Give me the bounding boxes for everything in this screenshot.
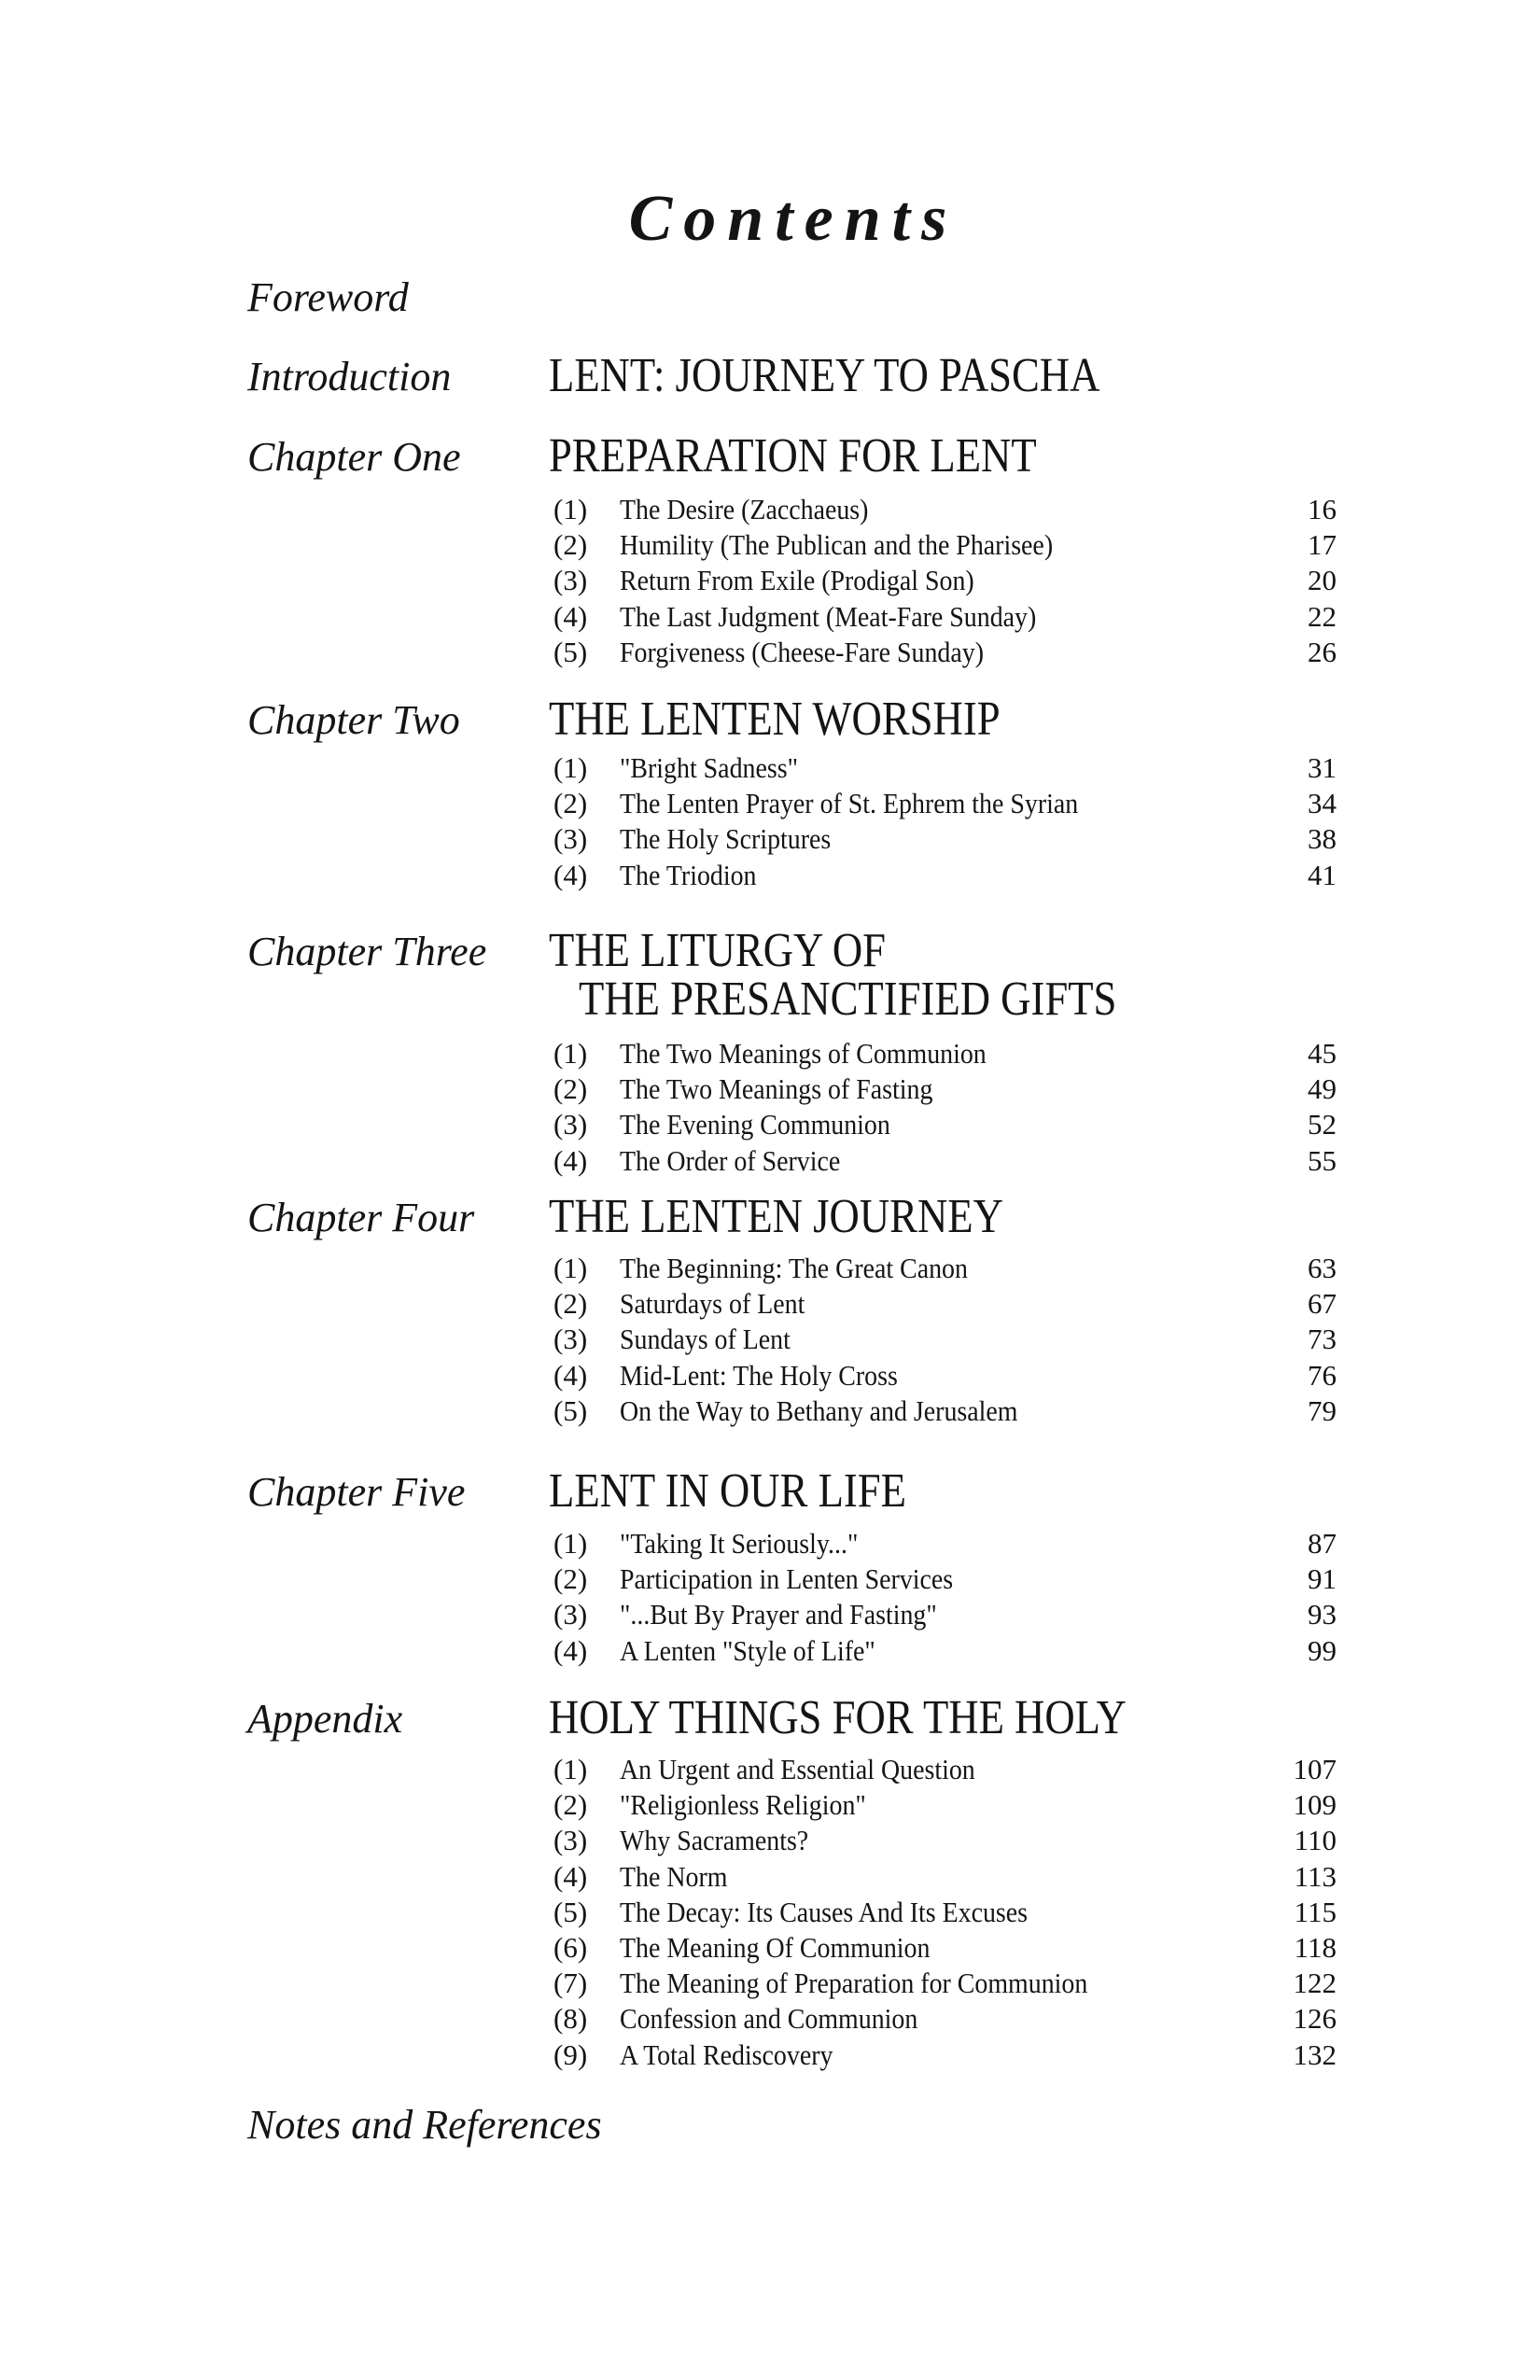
toc-item-title[interactable]: Humility (The Publican and the Pharisee) xyxy=(620,528,1054,561)
toc-item-title[interactable]: The Two Meanings of Fasting xyxy=(620,1072,933,1105)
toc-item-number: (1) xyxy=(553,1753,588,1785)
toc-item-title[interactable]: "...But By Prayer and Fasting" xyxy=(620,1598,937,1631)
toc-item-title[interactable]: A Total Rediscovery xyxy=(620,2038,833,2071)
toc-item-page-number: 52 xyxy=(1308,1108,1337,1141)
toc-item-number: (2) xyxy=(553,1788,588,1821)
toc-item-number: (1) xyxy=(553,1527,588,1560)
toc-item-page-number: 22 xyxy=(1308,600,1337,633)
chapter-heading[interactable]: THE LENTEN WORSHIP xyxy=(549,693,1001,746)
toc-item-page-number: 99 xyxy=(1308,1634,1337,1667)
chapter-label[interactable]: Appendix xyxy=(247,1696,403,1742)
toc-item-number: (4) xyxy=(553,1144,588,1177)
toc-item-page-number: 34 xyxy=(1308,787,1337,819)
chapter-label[interactable]: Chapter Five xyxy=(247,1469,466,1515)
toc-item-number: (4) xyxy=(553,1860,588,1893)
toc-item-page-number: 122 xyxy=(1293,1967,1337,1999)
toc-item-number: (9) xyxy=(553,2038,588,2071)
chapter-heading[interactable]: PREPARATION FOR LENT xyxy=(549,429,1037,483)
toc-entry-notes-and-references[interactable]: Notes and References xyxy=(247,2102,602,2148)
toc-item-page-number: 20 xyxy=(1308,564,1337,596)
toc-item-page-number: 91 xyxy=(1308,1562,1337,1595)
toc-item-number: (3) xyxy=(553,822,588,855)
toc-item-page-number: 41 xyxy=(1308,859,1337,891)
toc-item-page-number: 132 xyxy=(1293,2038,1337,2071)
toc-item-title[interactable]: Sundays of Lent xyxy=(620,1323,791,1355)
toc-item-title[interactable]: The Last Judgment (Meat-Fare Sunday) xyxy=(620,600,1037,633)
toc-item-number: (4) xyxy=(553,600,588,633)
chapter-label[interactable]: Chapter Three xyxy=(247,929,487,974)
toc-item-number: (3) xyxy=(553,1323,588,1355)
toc-item-page-number: 110 xyxy=(1294,1824,1337,1856)
toc-entry-introduction[interactable]: Introduction xyxy=(247,354,452,399)
chapter-heading[interactable]: THE LENTEN JOURNEY xyxy=(549,1190,1003,1243)
chapter-heading[interactable]: THE PRESANCTIFIED GIFTS xyxy=(579,973,1117,1026)
toc-item-number: (2) xyxy=(553,1072,588,1105)
toc-item-page-number: 115 xyxy=(1294,1896,1337,1928)
toc-item-number: (5) xyxy=(553,1394,588,1427)
toc-item-title[interactable]: The Meaning of Preparation for Communion xyxy=(620,1967,1088,1999)
toc-item-number: (2) xyxy=(553,1562,588,1595)
toc-item-page-number: 118 xyxy=(1294,1931,1337,1964)
chapter-heading[interactable]: LENT IN OUR LIFE xyxy=(549,1464,906,1518)
toc-item-number: (2) xyxy=(553,787,588,819)
toc-item-title[interactable]: "Bright Sadness" xyxy=(620,751,798,784)
chapter-label[interactable]: Chapter Four xyxy=(247,1195,475,1240)
toc-item-number: (6) xyxy=(553,1931,588,1964)
toc-item-number: (1) xyxy=(553,751,588,784)
chapter-label[interactable]: Chapter Two xyxy=(247,697,460,743)
toc-item-page-number: 26 xyxy=(1308,636,1337,668)
toc-item-number: (7) xyxy=(553,1967,588,1999)
toc-item-page-number: 31 xyxy=(1308,751,1337,784)
toc-item-number: (3) xyxy=(553,1824,588,1856)
toc-item-number: (3) xyxy=(553,1598,588,1631)
toc-item-title[interactable]: Confession and Communion xyxy=(620,2002,918,2035)
toc-item-title[interactable]: "Religionless Religion" xyxy=(620,1788,866,1821)
toc-item-title[interactable]: An Urgent and Essential Question xyxy=(620,1753,975,1785)
toc-item-number: (4) xyxy=(553,1359,588,1392)
toc-item-title[interactable]: On the Way to Bethany and Jerusalem xyxy=(620,1394,1018,1427)
toc-item-page-number: 45 xyxy=(1308,1037,1337,1070)
toc-item-number: (1) xyxy=(553,1252,588,1284)
toc-item-page-number: 87 xyxy=(1308,1527,1337,1560)
toc-item-number: (3) xyxy=(553,564,588,596)
toc-item-number: (2) xyxy=(553,528,588,561)
toc-item-title[interactable]: Mid-Lent: The Holy Cross xyxy=(620,1359,898,1392)
toc-entry-foreword[interactable]: Foreword xyxy=(247,274,409,320)
toc-item-title[interactable]: The Evening Communion xyxy=(620,1108,890,1141)
toc-item-title[interactable]: Return From Exile (Prodigal Son) xyxy=(620,564,974,596)
toc-item-page-number: 76 xyxy=(1308,1359,1337,1392)
toc-item-page-number: 55 xyxy=(1308,1144,1337,1177)
toc-item-title[interactable]: The Beginning: The Great Canon xyxy=(620,1252,968,1284)
toc-item-number: (4) xyxy=(553,859,588,891)
toc-item-page-number: 113 xyxy=(1294,1860,1337,1893)
toc-item-page-number: 126 xyxy=(1293,2002,1337,2035)
chapter-heading[interactable]: HOLY THINGS FOR THE HOLY xyxy=(549,1691,1127,1744)
toc-item-number: (5) xyxy=(553,1896,588,1928)
toc-item-title[interactable]: The Lenten Prayer of St. Ephrem the Syrian xyxy=(620,787,1079,819)
introduction-heading[interactable]: LENT: JOURNEY TO PASCHA xyxy=(549,349,1100,402)
toc-item-number: (8) xyxy=(553,2002,588,2035)
toc-item-number: (1) xyxy=(553,1037,588,1070)
toc-item-number: (2) xyxy=(553,1287,588,1320)
toc-item-title[interactable]: Participation in Lenten Services xyxy=(620,1562,954,1595)
toc-item-number: (5) xyxy=(553,636,588,668)
toc-item-title[interactable]: A Lenten "Style of Life" xyxy=(620,1634,875,1667)
toc-item-title[interactable]: The Norm xyxy=(620,1860,728,1893)
toc-item-title[interactable]: The Triodion xyxy=(620,859,757,891)
toc-item-page-number: 49 xyxy=(1308,1072,1337,1105)
toc-item-title[interactable]: Saturdays of Lent xyxy=(620,1287,805,1320)
toc-item-number: (3) xyxy=(553,1108,588,1141)
toc-item-page-number: 93 xyxy=(1308,1598,1337,1631)
toc-item-title[interactable]: The Desire (Zacchaeus) xyxy=(620,493,869,525)
toc-item-page-number: 73 xyxy=(1308,1323,1337,1355)
toc-item-page-number: 38 xyxy=(1308,822,1337,855)
toc-item-title[interactable]: Why Sacraments? xyxy=(620,1824,809,1856)
chapter-heading[interactable]: THE LITURGY OF xyxy=(549,924,887,977)
toc-item-title[interactable]: The Order of Service xyxy=(620,1144,841,1177)
toc-item-title[interactable]: The Holy Scriptures xyxy=(620,822,832,855)
toc-item-page-number: 63 xyxy=(1308,1252,1337,1284)
page-title: Contents xyxy=(628,183,959,255)
toc-item-page-number: 67 xyxy=(1308,1287,1337,1320)
toc-item-title[interactable]: "Taking It Seriously..." xyxy=(620,1527,859,1560)
toc-item-page-number: 79 xyxy=(1308,1394,1337,1427)
toc-item-page-number: 109 xyxy=(1293,1788,1337,1821)
toc-item-page-number: 16 xyxy=(1308,493,1337,525)
toc-item-title[interactable]: Forgiveness (Cheese-Fare Sunday) xyxy=(620,636,985,668)
toc-item-number: (1) xyxy=(553,493,588,525)
toc-item-title[interactable]: The Meaning Of Communion xyxy=(620,1931,931,1964)
chapter-label[interactable]: Chapter One xyxy=(247,434,461,480)
toc-item-title[interactable]: The Decay: Its Causes And Its Excuses xyxy=(620,1896,1029,1928)
toc-item-number: (4) xyxy=(553,1634,588,1667)
toc-item-page-number: 17 xyxy=(1308,528,1337,561)
toc-item-page-number: 107 xyxy=(1293,1753,1337,1785)
toc-item-title[interactable]: The Two Meanings of Communion xyxy=(620,1037,987,1070)
